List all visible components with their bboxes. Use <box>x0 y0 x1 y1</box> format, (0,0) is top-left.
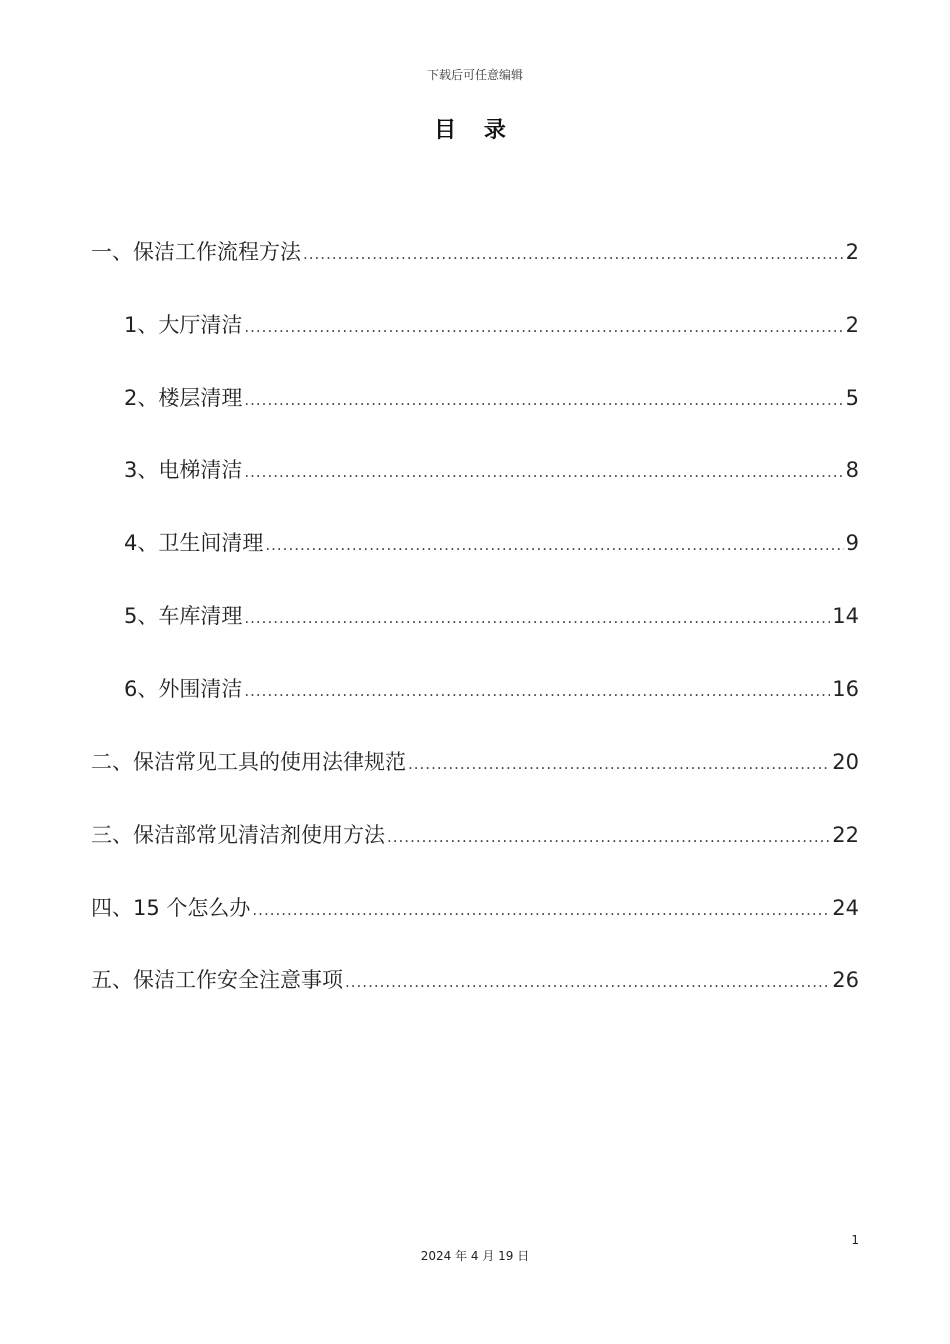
toc-entry[interactable] <box>124 309 859 339</box>
toc-entry-label: 四、15 个怎么办 <box>91 896 251 920</box>
footer-date: 2024 年 4 月 19 日 <box>420 1249 530 1263</box>
toc-leader <box>387 828 830 846</box>
toc-leader <box>345 973 830 991</box>
toc-entry-page: 26 <box>832 968 859 992</box>
toc-entry-label: 6、外围清洁 <box>124 677 243 701</box>
toc-leader <box>244 391 843 409</box>
toc-entry[interactable] <box>124 454 859 484</box>
toc-leader <box>244 318 843 336</box>
toc-entry-label: 二、保洁常见工具的使用法律规范 <box>91 750 406 774</box>
toc-leader <box>265 536 843 554</box>
toc-entry[interactable] <box>91 892 859 922</box>
toc-entry-page: 16 <box>832 677 859 701</box>
toc-leader <box>244 682 830 700</box>
toc-entry-page: 2 <box>845 313 859 337</box>
page-header: 下载后可任意编辑 <box>426 68 523 82</box>
toc-entry[interactable] <box>91 746 859 776</box>
toc-entry-page: 2 <box>845 240 859 264</box>
toc-leader <box>244 463 843 481</box>
toc-entry-label: 2、楼层清理 <box>124 386 243 410</box>
toc-entry[interactable] <box>124 382 859 412</box>
toc-entry-label: 3、电梯清洁 <box>124 458 243 482</box>
toc-leader <box>252 901 830 919</box>
toc-entry-page: 20 <box>832 750 859 774</box>
toc-entry[interactable] <box>124 673 859 703</box>
toc-entry-label: 三、保洁部常见清洁剂使用方法 <box>91 823 385 847</box>
toc-entry[interactable] <box>91 236 859 266</box>
toc-entry-label: 1、大厅清洁 <box>124 313 243 337</box>
toc-entry-page: 14 <box>832 604 859 628</box>
toc-entry-label: 5、车库清理 <box>124 604 243 628</box>
toc-entry-label: 一、保洁工作流程方法 <box>91 240 301 264</box>
toc-leader <box>244 609 830 627</box>
toc-entry[interactable] <box>124 600 859 630</box>
toc-leader <box>408 755 830 773</box>
toc-entry[interactable] <box>91 819 859 849</box>
page-number: 1 <box>851 1233 859 1247</box>
toc-entry-label: 五、保洁工作安全注意事项 <box>91 968 343 992</box>
toc-leader <box>303 245 844 263</box>
toc-entry-label: 4、卫生间清理 <box>124 531 264 555</box>
toc-entry-page: 22 <box>832 823 859 847</box>
toc-entry-page: 9 <box>845 531 859 555</box>
page-title: 目 录 <box>434 118 516 143</box>
toc-entry-page: 5 <box>845 386 859 410</box>
toc-entry-page: 8 <box>845 458 859 482</box>
toc-entry[interactable] <box>91 964 859 994</box>
toc-entry[interactable] <box>124 527 859 557</box>
toc-entry-page: 24 <box>832 896 859 920</box>
